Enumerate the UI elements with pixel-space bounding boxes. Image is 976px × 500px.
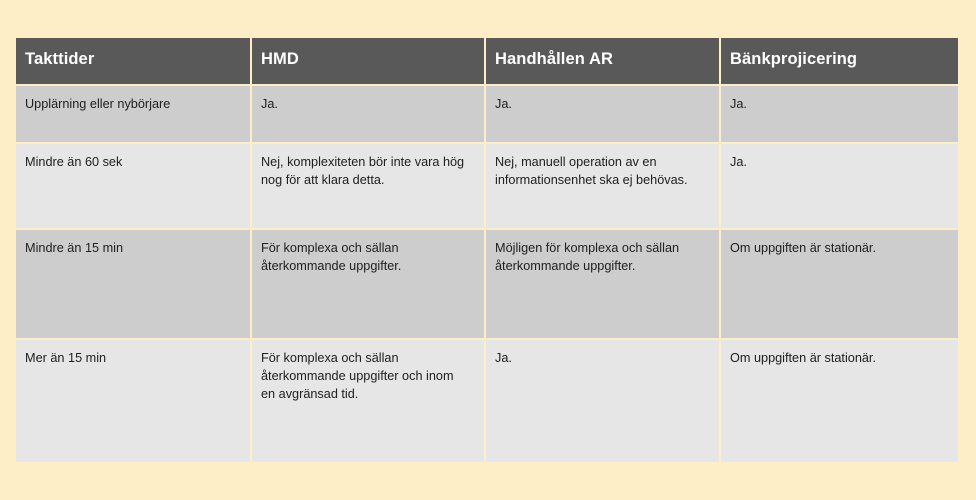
table-row	[16, 86, 958, 144]
cell-handhallen-ar: Ja.	[486, 86, 721, 144]
cell-handhallen-ar: Ja.	[486, 340, 721, 462]
table-row	[16, 144, 958, 230]
table-header-row	[16, 38, 958, 86]
column-header-hmd: HMD	[252, 38, 486, 86]
column-header-handhallen-ar: Handhållen AR	[486, 38, 721, 86]
cell-hmd: Nej, komplexiteten bör inte vara hög nog för att klara detta.	[252, 144, 486, 230]
row-label-cell: Upplärning eller nybörjare	[16, 86, 252, 144]
comparison-table	[16, 38, 958, 462]
cell-hmd: För komplexa och sällan återkommande uppgifter och inom en avgränsad tid.	[252, 340, 486, 462]
cell-handhallen-ar: Nej, manuell operation av en informationsenhet ska ej behövas.	[486, 144, 721, 230]
table-row	[16, 230, 958, 340]
row-label-cell: Mindre än 60 sek	[16, 144, 252, 230]
row-label-cell: Mer än 15 min	[16, 340, 252, 462]
table-header	[16, 38, 958, 86]
table-body	[16, 86, 958, 462]
cell-bankprojicering: Ja.	[721, 144, 958, 230]
cell-hmd: Ja.	[252, 86, 486, 144]
cell-handhallen-ar: Möjligen för komplexa och sällan återkommande uppgifter.	[486, 230, 721, 340]
cell-bankprojicering: Ja.	[721, 86, 958, 144]
cell-bankprojicering: Om uppgiften är stationär.	[721, 230, 958, 340]
cell-hmd: För komplexa och sällan återkommande uppgifter.	[252, 230, 486, 340]
column-header-takttider: Takttider	[16, 38, 252, 86]
cell-bankprojicering: Om uppgiften är stationär.	[721, 340, 958, 462]
table-row	[16, 340, 958, 462]
column-header-bankprojicering: Bänkprojicering	[721, 38, 958, 86]
row-label-cell: Mindre än 15 min	[16, 230, 252, 340]
comparison-table-container	[16, 38, 958, 462]
